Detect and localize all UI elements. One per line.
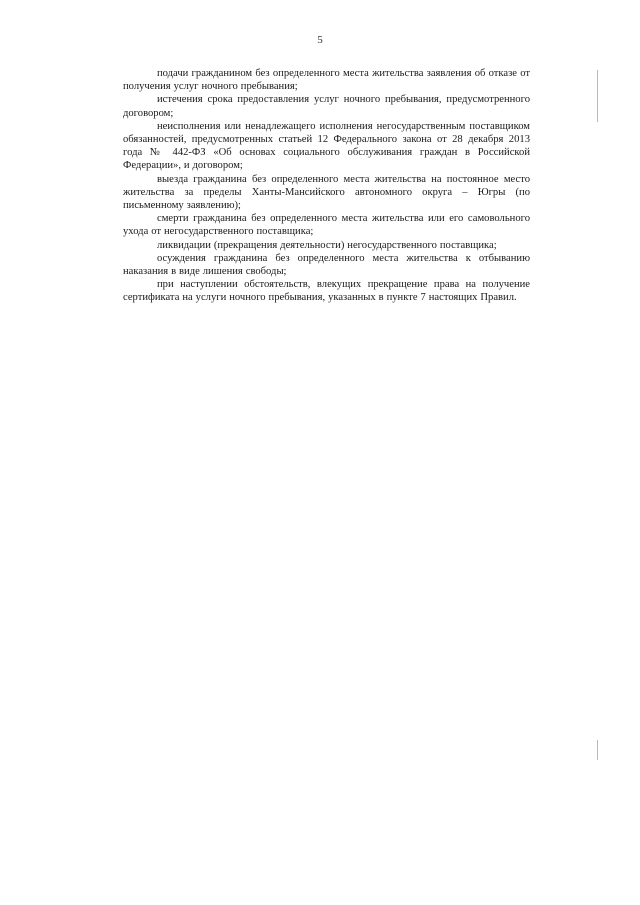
paragraph-5: смерти гражданина без определенного места жительства или его самовольного ухода от негосударственного поставщика; [123, 213, 530, 238]
paragraph-1: подачи гражданином без определенного места жительства заявления об отказе от получения услуг ночного пребывания; [123, 68, 530, 93]
paragraph-2: истечения срока предоставления услуг ночного пребывания, предусмотренного договором; [123, 94, 530, 119]
page-number: 5 [317, 34, 323, 46]
paragraph-8: при наступлении обстоятельств, влекущих прекращение права на получение сертификата на услуги ночного пребывания, указанных в пункте 7 настоящих Правил. [123, 279, 530, 304]
paragraph-6: ликвидации (прекращения деятельности) негосударственного поставщика; [157, 239, 497, 251]
scan-artifact-bottom [597, 740, 598, 760]
paragraph-7: осуждения гражданина без определенного места жительства к отбыванию наказания в виде лишения свободы; [123, 252, 530, 278]
paragraph-3: неисполнения или ненадлежащего исполнения негосударственным поставщиком обязанностей, предусмотренных статьей 12 Федерального закона от 28 декабря 2013 года № 442-ФЗ «Об основах социального обслуживания граждан в Российской Федерации», и договором; [123, 120, 530, 172]
scan-artifact-top [597, 70, 598, 122]
paragraph-4: выезда гражданина без определенного места жительства на постоянное место жительства за пределы Ханты-Мансийского автономного округа – Югры (по письменному заявлению); [123, 173, 530, 212]
document-body [123, 67, 530, 305]
